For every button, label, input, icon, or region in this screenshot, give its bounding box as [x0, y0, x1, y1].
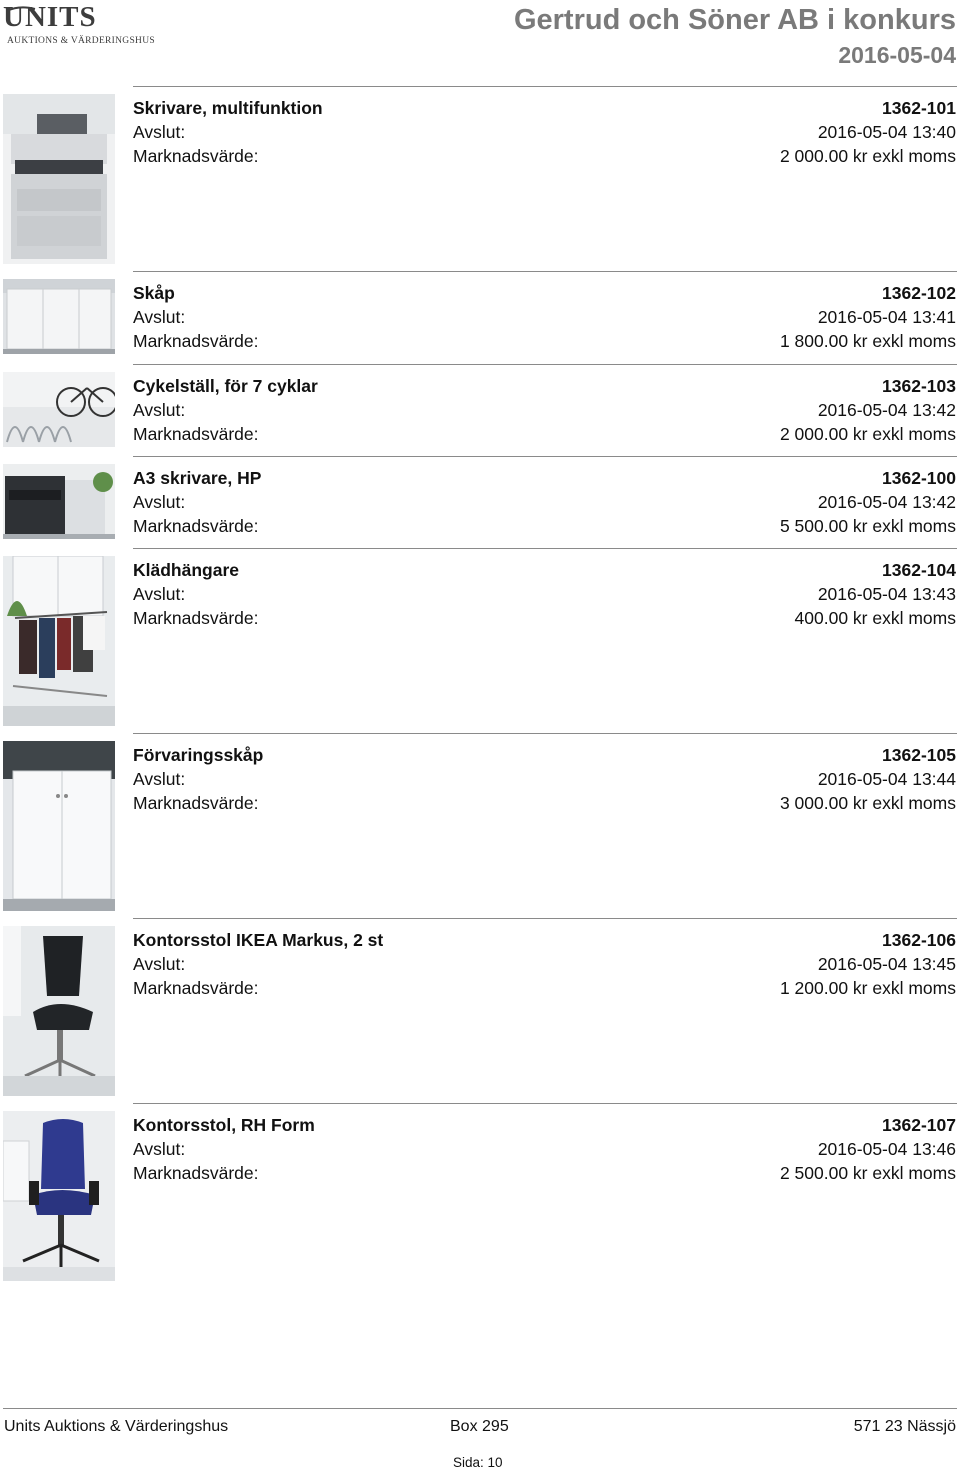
list-item — [0, 364, 960, 456]
avslut-label: Avslut: — [133, 1139, 186, 1159]
lot-number: 1362-100 — [882, 468, 956, 488]
item-name: Kontorsstol IKEA Markus, 2 st — [133, 930, 384, 950]
lot-number: 1362-104 — [882, 560, 956, 580]
footer-company: Units Auktions & Värderingshus — [4, 1418, 229, 1435]
market-value: 1 200.00 kr exkl moms — [779, 978, 956, 998]
units-logo — [3, 3, 163, 47]
market-value: 2 500.00 kr exkl moms — [779, 1163, 956, 1183]
page-header — [0, 0, 960, 88]
bike-rack-image — [3, 372, 115, 447]
list-item — [0, 918, 960, 1103]
lot-number: 1362-101 — [882, 98, 956, 118]
market-value: 5 500.00 kr exkl moms — [779, 516, 956, 536]
market-value-label: Marknadsvärde: — [133, 516, 259, 536]
lot-number: 1362-106 — [882, 930, 956, 950]
end-time: 2016-05-04 13:44 — [817, 769, 956, 789]
end-time: 2016-05-04 13:46 — [817, 1139, 956, 1159]
market-value-label: Marknadsvärde: — [133, 978, 259, 998]
footer-city: 571 23 Nässjö — [853, 1418, 956, 1435]
end-time: 2016-05-04 13:40 — [817, 122, 956, 142]
market-value-label: Marknadsvärde: — [133, 793, 259, 813]
list-item — [0, 548, 960, 733]
list-item — [0, 456, 960, 548]
list-item — [0, 271, 960, 363]
market-value: 3 000.00 kr exkl moms — [779, 793, 956, 813]
market-value-label: Marknadsvärde: — [133, 608, 259, 628]
avslut-label: Avslut: — [133, 492, 186, 512]
avslut-label: Avslut: — [133, 122, 186, 142]
end-time: 2016-05-04 13:42 — [817, 400, 956, 420]
item-name: Klädhängare — [133, 560, 239, 580]
market-value-label: Marknadsvärde: — [133, 331, 259, 351]
item-name: Cykelställ, för 7 cyklar — [133, 376, 318, 396]
document-title: Gertrud och Söner AB i konkurs — [513, 4, 956, 36]
office-chair-blue-image — [3, 1111, 115, 1281]
list-item — [0, 1103, 960, 1288]
page-number: Sida: 10 — [453, 1455, 503, 1470]
market-value-label: Marknadsvärde: — [133, 424, 259, 444]
lot-number: 1362-107 — [882, 1115, 956, 1135]
avslut-label: Avslut: — [133, 769, 186, 789]
printer-image — [3, 464, 115, 539]
item-name: Skåp — [133, 283, 175, 303]
footer-box: Box 295 — [450, 1418, 509, 1435]
end-time: 2016-05-04 13:43 — [817, 584, 956, 604]
market-value: 2 000.00 kr exkl moms — [779, 146, 956, 166]
avslut-label: Avslut: — [133, 307, 186, 327]
list-item — [0, 733, 960, 918]
lot-number: 1362-102 — [882, 283, 956, 303]
market-value: 2 000.00 kr exkl moms — [779, 424, 956, 444]
item-name: A3 skrivare, HP — [133, 468, 262, 488]
market-value: 400.00 kr exkl moms — [794, 608, 956, 628]
market-value-label: Marknadsvärde: — [133, 146, 259, 166]
document-date: 2016-05-04 — [838, 42, 956, 68]
lot-number: 1362-103 — [882, 376, 956, 396]
avslut-label: Avslut: — [133, 954, 186, 974]
item-name: Förvaringsskåp — [133, 745, 264, 765]
avslut-label: Avslut: — [133, 400, 186, 420]
office-chair-image — [3, 926, 115, 1096]
logo-wordmark: UNITS — [3, 1, 97, 33]
printer-image — [3, 94, 115, 264]
end-time: 2016-05-04 13:45 — [817, 954, 956, 974]
end-time: 2016-05-04 13:41 — [817, 307, 956, 327]
logo-tagline: AUKTIONS & VÄRDERINGSHUS — [7, 36, 155, 46]
end-time: 2016-05-04 13:42 — [817, 492, 956, 512]
market-value-label: Marknadsvärde: — [133, 1163, 259, 1183]
footer-divider — [3, 1408, 957, 1409]
lot-number: 1362-105 — [882, 745, 956, 765]
item-name: Skrivare, multifunktion — [133, 98, 323, 118]
clothes-rack-image — [3, 556, 115, 726]
list-item — [0, 86, 960, 268]
avslut-label: Avslut: — [133, 584, 186, 604]
market-value: 1 800.00 kr exkl moms — [779, 331, 956, 351]
cabinet-image — [3, 279, 115, 354]
storage-cabinet-image — [3, 741, 115, 911]
item-name: Kontorsstol, RH Form — [133, 1115, 315, 1135]
